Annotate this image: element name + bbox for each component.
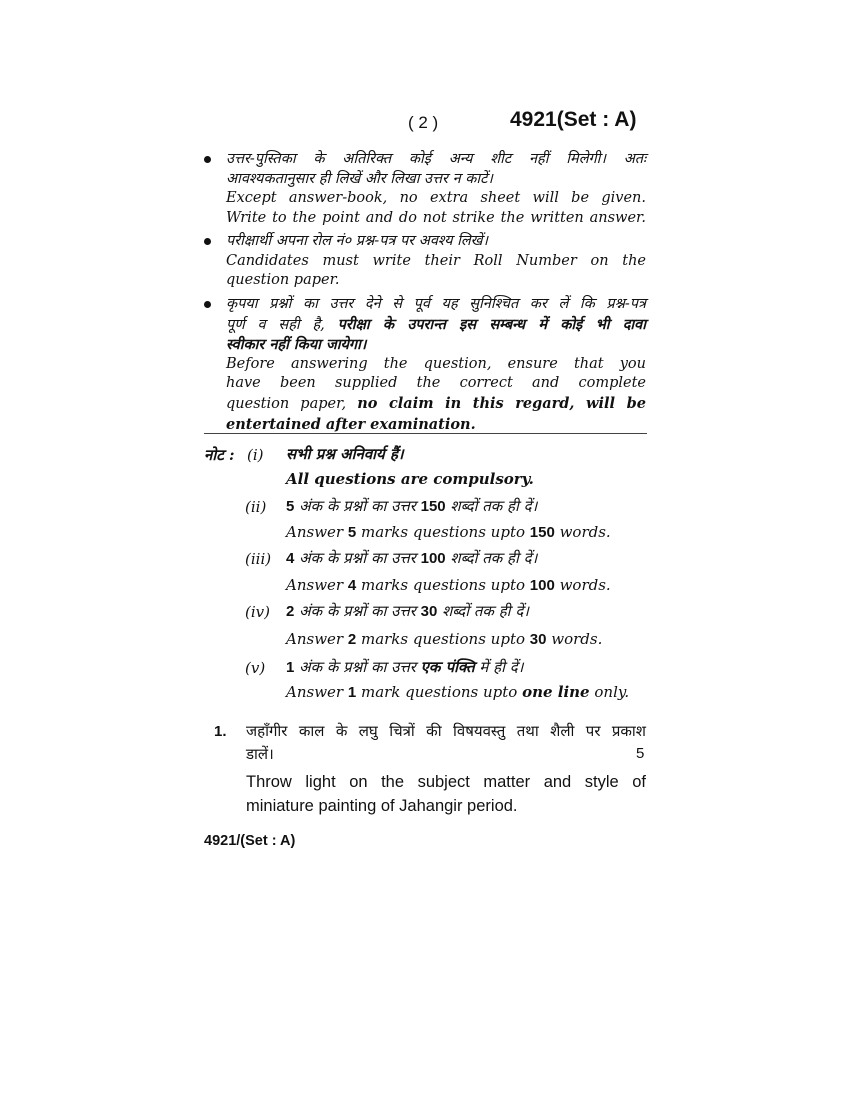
instruction-hindi-line: कृपया प्रश्नों का उत्तर देने से पूर्व यह सुनिश्चित कर लें कि प्रश्न-पत्र: [226, 296, 646, 312]
note-value: 150: [420, 498, 446, 515]
bullet-icon: [204, 301, 211, 308]
note-text: marks questions upto: [356, 576, 530, 594]
note-num: (v): [245, 659, 266, 677]
note-text: में ही दें।: [474, 658, 524, 676]
note-text: Answer: [286, 630, 348, 648]
note-text: Answer: [286, 683, 348, 701]
instruction-hindi-line: उत्तर-पुस्तिका के अतिरिक्त कोई अन्य शीट नहीं मिलेगी। अतः: [226, 151, 646, 167]
note-text: words.: [554, 523, 611, 541]
note-text: words.: [546, 630, 603, 648]
note-text: अंक के प्रश्नों का उत्तर: [294, 549, 421, 567]
note-text: Answer: [286, 576, 348, 594]
question-english-line: miniature painting of Jahangir period.: [246, 797, 518, 815]
page-number: ( 2 ): [408, 113, 439, 132]
english-bold-text: no claim in this regard, will be: [357, 394, 646, 412]
note-hindi: सभी प्रश्न अनिवार्य हैं।: [286, 445, 404, 463]
note-value: 5: [347, 524, 357, 541]
note-label: नोट :: [204, 446, 235, 464]
note-value: 30: [529, 631, 547, 648]
instruction-hindi-bold-line: स्वीकार नहीं किया जायेगा।: [226, 336, 367, 354]
note-value: 1: [286, 659, 295, 676]
note-num: (ii): [245, 498, 267, 516]
note-value: 2: [347, 631, 357, 648]
note-text: marks questions upto: [356, 523, 530, 541]
note-text: Answer: [286, 523, 348, 541]
note-hindi: [286, 548, 537, 568]
instruction-hindi-line: [226, 315, 646, 336]
note-hindi: [286, 657, 523, 677]
instruction-hindi-line: आवश्यकतानुसार ही लिखें और लिखा उत्तर न काटें।: [226, 170, 493, 187]
note-value: 1: [347, 684, 357, 701]
instruction-english-line: question paper.: [226, 272, 340, 289]
note-text: mark questions upto: [356, 683, 523, 701]
note-value: 100: [529, 577, 555, 594]
instruction-english-bold-line: entertained after examination.: [226, 415, 476, 433]
note-english: [286, 683, 629, 701]
bullet-icon: [204, 238, 211, 245]
instruction-1: [204, 150, 646, 228]
note-english: [286, 576, 611, 594]
english-normal-text: question paper,: [226, 395, 358, 412]
instruction-english-line: Before answering the question, ensure that you: [226, 355, 646, 372]
question-hindi-line: डालें।: [246, 746, 274, 763]
instruction-2: [204, 232, 646, 291]
note-text: अंक के प्रश्नों का उत्तर: [294, 658, 421, 676]
note-num: (iv): [245, 603, 270, 621]
divider: [204, 433, 647, 434]
note-text: अंक के प्रश्नों का उत्तर: [294, 602, 421, 620]
hindi-bold-text: परीक्षा के उपरान्त इस सम्बन्ध में कोई भी दावा: [337, 315, 646, 333]
question-hindi-line: जहाँगीर काल के लघु चित्रों की विषयवस्तु तथा शैली पर प्रकाश: [246, 723, 646, 740]
instruction-english-line: have been supplied the correct and complete: [226, 375, 646, 392]
note-num: (i): [247, 446, 264, 464]
note-text: अंक के प्रश्नों का उत्तर: [294, 497, 421, 515]
note-text: words.: [554, 576, 611, 594]
note-english: All questions are compulsory.: [286, 470, 534, 488]
note-text: marks questions upto: [356, 630, 530, 648]
note-english: [286, 523, 611, 541]
note-value: एक पंक्ति: [420, 658, 475, 676]
note-text: only.: [589, 683, 630, 701]
note-text: शब्दों तक ही दें।: [445, 497, 538, 515]
note-text: शब्दों तक ही दें।: [445, 549, 538, 567]
bullet-icon: [204, 156, 211, 163]
note-value: 4: [286, 550, 295, 567]
question-number: 1.: [214, 723, 227, 740]
note-value: 30: [420, 603, 438, 620]
note-english: [286, 630, 602, 648]
question-english-line: Throw light on the subject matter and style of: [246, 773, 646, 791]
note-value: 100: [420, 550, 446, 567]
instruction-english-line: [226, 394, 646, 415]
note-text: शब्दों तक ही दें।: [437, 602, 529, 620]
note-value: 4: [347, 577, 357, 594]
note-value: 2: [286, 603, 295, 620]
instruction-3: [204, 295, 646, 434]
footer-code: 4921/(Set : A): [204, 833, 296, 849]
note-num: (iii): [245, 550, 272, 568]
instruction-english-line: Write to the point and do not strike the written answer.: [226, 209, 646, 226]
instruction-english-line: Candidates must write their Roll Number on the: [226, 252, 646, 269]
note-hindi: [286, 496, 537, 516]
question-marks: 5: [636, 745, 645, 762]
paper-code: 4921(Set : A): [510, 108, 637, 131]
note-value: 5: [286, 498, 295, 515]
instruction-hindi-line: परीक्षार्थी अपना रोल नं० प्रश्न-पत्र पर अवश्य लिखें।: [226, 233, 489, 249]
hindi-normal-text: पूर्ण व सही है,: [226, 316, 338, 333]
note-hindi: [286, 601, 529, 621]
note-value: one line: [522, 683, 590, 701]
instruction-english-line: Except answer-book, no extra sheet will be given.: [226, 190, 646, 207]
note-value: 150: [529, 524, 555, 541]
